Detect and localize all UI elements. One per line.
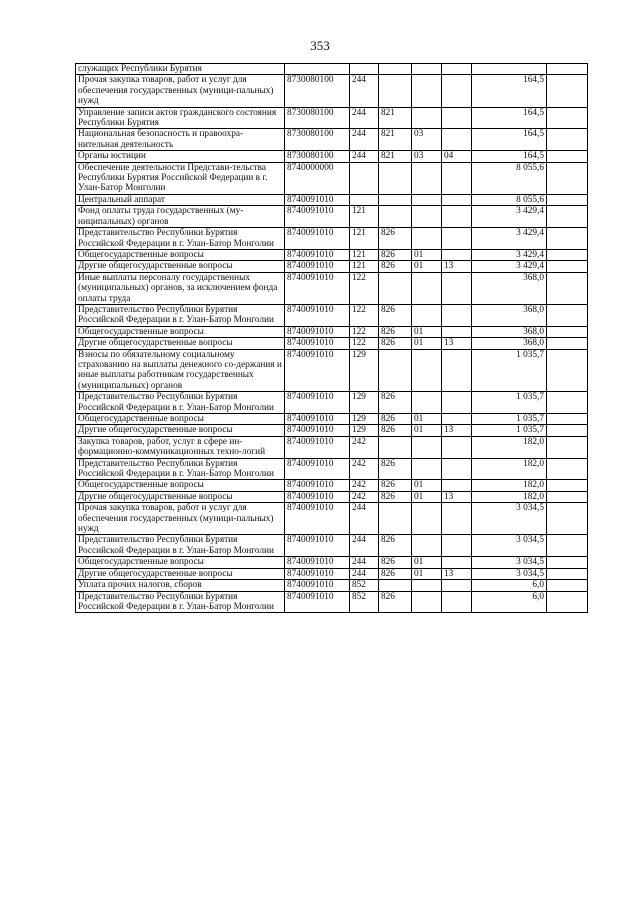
amount-cell: 8 055,6	[472, 162, 547, 194]
target-article-code-cell: 8730080100	[285, 129, 350, 151]
amount-cell: 1 035,7	[472, 392, 547, 414]
target-article-code-cell: 8740091010	[285, 425, 350, 436]
target-article-code-cell: 8740091010	[285, 580, 350, 591]
amount-cell: 368,0	[472, 304, 547, 326]
target-article-code-cell: 8740091010	[285, 458, 350, 480]
target-article-code-cell	[285, 64, 350, 75]
target-article-code-cell: 8740000000	[285, 162, 350, 194]
section-code-cell	[412, 535, 442, 557]
row-name-cell: Другие общегосударственные вопросы	[76, 568, 285, 579]
administrator-code-cell: 826	[379, 392, 412, 414]
empty-cell	[547, 228, 588, 250]
amount-cell: 164,5	[472, 129, 547, 151]
subsection-code-cell	[442, 557, 472, 568]
empty-cell	[547, 304, 588, 326]
row-name-cell: Прочая закупка товаров, работ и услуг для обеспечения государственных (муници-пальных) нужд	[76, 75, 285, 107]
empty-cell	[547, 568, 588, 579]
target-article-code-cell: 8740091010	[285, 206, 350, 228]
expense-type-code-cell	[350, 64, 379, 75]
administrator-code-cell: 826	[379, 535, 412, 557]
amount-cell: 368,0	[472, 326, 547, 337]
table-row	[76, 326, 588, 337]
table-row	[76, 591, 588, 613]
expense-type-code-cell: 852	[350, 591, 379, 613]
administrator-code-cell: 826	[379, 458, 412, 480]
administrator-code-cell: 826	[379, 568, 412, 579]
empty-cell	[547, 261, 588, 272]
section-code-cell	[412, 162, 442, 194]
table-row	[76, 425, 588, 436]
expense-type-code-cell: 244	[350, 129, 379, 151]
section-code-cell	[412, 206, 442, 228]
empty-cell	[547, 326, 588, 337]
subsection-code-cell	[442, 580, 472, 591]
target-article-code-cell: 8740091010	[285, 338, 350, 349]
empty-cell	[547, 194, 588, 205]
table-row	[76, 338, 588, 349]
section-code-cell: 01	[412, 557, 442, 568]
amount-cell: 1 035,7	[472, 425, 547, 436]
subsection-code-cell	[442, 535, 472, 557]
table-row	[76, 568, 588, 579]
expense-type-code-cell: 242	[350, 480, 379, 491]
amount-cell: 3 429,4	[472, 206, 547, 228]
table-row	[76, 228, 588, 250]
administrator-code-cell: 826	[379, 414, 412, 425]
expense-type-code-cell: 121	[350, 206, 379, 228]
table-row	[76, 349, 588, 392]
section-code-cell	[412, 591, 442, 613]
row-name-cell: Представительство Республики Бурятия Российской Федерации в г. Улан-Батор Монголии	[76, 535, 285, 557]
empty-cell	[547, 349, 588, 392]
administrator-code-cell: 826	[379, 557, 412, 568]
expense-type-code-cell: 129	[350, 414, 379, 425]
amount-cell: 3 429,4	[472, 261, 547, 272]
expense-type-code-cell: 122	[350, 304, 379, 326]
section-code-cell	[412, 392, 442, 414]
section-code-cell: 01	[412, 338, 442, 349]
target-article-code-cell: 8730080100	[285, 151, 350, 162]
table-row	[76, 151, 588, 162]
table-row	[76, 557, 588, 568]
table-row	[76, 491, 588, 502]
empty-cell	[547, 458, 588, 480]
amount-cell: 164,5	[472, 75, 547, 107]
amount-cell: 182,0	[472, 458, 547, 480]
target-article-code-cell: 8740091010	[285, 249, 350, 260]
amount-cell: 164,5	[472, 151, 547, 162]
empty-cell	[547, 151, 588, 162]
target-article-code-cell: 8740091010	[285, 349, 350, 392]
table-row	[76, 480, 588, 491]
table-row	[76, 162, 588, 194]
section-code-cell	[412, 272, 442, 304]
subsection-code-cell	[442, 64, 472, 75]
administrator-code-cell: 826	[379, 228, 412, 250]
row-name-cell: Центральный аппарат	[76, 194, 285, 205]
target-article-code-cell: 8740091010	[285, 194, 350, 205]
section-code-cell: 01	[412, 414, 442, 425]
row-name-cell: Прочая закупка товаров, работ и услуг для обеспечения государственных (муници-пальных) нужд	[76, 503, 285, 535]
administrator-code-cell	[379, 162, 412, 194]
row-name-cell: Другие общегосударственные вопросы	[76, 261, 285, 272]
row-name-cell: Представительство Республики Бурятия Российской Федерации в г. Улан-Батор Монголии	[76, 228, 285, 250]
table-row	[76, 503, 588, 535]
row-name-cell: Общегосударственные вопросы	[76, 557, 285, 568]
empty-cell	[547, 425, 588, 436]
amount-cell: 3 034,5	[472, 568, 547, 579]
table-row	[76, 107, 588, 129]
administrator-code-cell	[379, 580, 412, 591]
expense-type-code-cell: 244	[350, 535, 379, 557]
expense-type-code-cell: 244	[350, 503, 379, 535]
administrator-code-cell: 821	[379, 151, 412, 162]
target-article-code-cell: 8740091010	[285, 480, 350, 491]
expense-type-code-cell: 122	[350, 326, 379, 337]
empty-cell	[547, 491, 588, 502]
administrator-code-cell	[379, 206, 412, 228]
expense-type-code-cell: 129	[350, 392, 379, 414]
target-article-code-cell: 8740091010	[285, 535, 350, 557]
empty-cell	[547, 580, 588, 591]
section-code-cell: 01	[412, 480, 442, 491]
table-row	[76, 206, 588, 228]
empty-cell	[547, 129, 588, 151]
expense-type-code-cell: 122	[350, 338, 379, 349]
amount-cell: 3 034,5	[472, 535, 547, 557]
amount-cell: 182,0	[472, 436, 547, 458]
expense-type-code-cell	[350, 194, 379, 205]
subsection-code-cell: 04	[442, 151, 472, 162]
amount-cell: 3 034,5	[472, 557, 547, 568]
expense-type-code-cell: 244	[350, 151, 379, 162]
empty-cell	[547, 272, 588, 304]
subsection-code-cell	[442, 206, 472, 228]
row-name-cell: служащих Республики Бурятия	[76, 64, 285, 75]
empty-cell	[547, 206, 588, 228]
row-name-cell: Представительство Республики Бурятия Российской Федерации в г. Улан-Батор Монголии	[76, 591, 285, 613]
empty-cell	[547, 162, 588, 194]
amount-cell: 6,0	[472, 580, 547, 591]
administrator-code-cell: 826	[379, 491, 412, 502]
target-article-code-cell: 8740091010	[285, 491, 350, 502]
administrator-code-cell: 826	[379, 425, 412, 436]
table-row	[76, 436, 588, 458]
empty-cell	[547, 107, 588, 129]
target-article-code-cell: 8740091010	[285, 557, 350, 568]
row-name-cell: Общегосударственные вопросы	[76, 326, 285, 337]
subsection-code-cell	[442, 392, 472, 414]
target-article-code-cell: 8740091010	[285, 568, 350, 579]
expense-type-code-cell: 129	[350, 425, 379, 436]
expense-type-code-cell	[350, 162, 379, 194]
row-name-cell: Другие общегосударственные вопросы	[76, 425, 285, 436]
subsection-code-cell	[442, 349, 472, 392]
amount-cell: 368,0	[472, 338, 547, 349]
table-row	[76, 392, 588, 414]
row-name-cell: Общегосударственные вопросы	[76, 249, 285, 260]
table-row	[76, 414, 588, 425]
empty-cell	[547, 535, 588, 557]
amount-cell: 3 034,5	[472, 503, 547, 535]
section-code-cell	[412, 107, 442, 129]
expense-type-code-cell: 121	[350, 249, 379, 260]
row-name-cell: Представительство Республики Бурятия Российской Федерации в г. Улан-Батор Монголии	[76, 458, 285, 480]
administrator-code-cell	[379, 503, 412, 535]
administrator-code-cell	[379, 194, 412, 205]
subsection-code-cell	[442, 503, 472, 535]
section-code-cell: 01	[412, 491, 442, 502]
budget-table-body	[76, 64, 588, 613]
subsection-code-cell	[442, 75, 472, 107]
administrator-code-cell: 826	[379, 326, 412, 337]
administrator-code-cell: 821	[379, 129, 412, 151]
section-code-cell: 01	[412, 326, 442, 337]
expense-type-code-cell: 242	[350, 436, 379, 458]
table-row	[76, 75, 588, 107]
section-code-cell: 01	[412, 261, 442, 272]
row-name-cell: Управление записи актов гражданского состояния Республики Бурятия	[76, 107, 285, 129]
target-article-code-cell: 8740091010	[285, 261, 350, 272]
administrator-code-cell	[379, 272, 412, 304]
administrator-code-cell: 826	[379, 480, 412, 491]
section-code-cell: 03	[412, 129, 442, 151]
section-code-cell	[412, 503, 442, 535]
section-code-cell	[412, 436, 442, 458]
subsection-code-cell	[442, 304, 472, 326]
expense-type-code-cell: 244	[350, 557, 379, 568]
administrator-code-cell: 826	[379, 249, 412, 260]
expense-type-code-cell: 242	[350, 458, 379, 480]
amount-cell: 8 055,6	[472, 194, 547, 205]
row-name-cell: Фонд оплаты труда государственных (му-ниципальных) органов	[76, 206, 285, 228]
amount-cell: 182,0	[472, 480, 547, 491]
administrator-code-cell	[379, 64, 412, 75]
subsection-code-cell	[442, 129, 472, 151]
empty-cell	[547, 436, 588, 458]
subsection-code-cell	[442, 458, 472, 480]
table-row	[76, 272, 588, 304]
subsection-code-cell: 13	[442, 338, 472, 349]
administrator-code-cell	[379, 75, 412, 107]
section-code-cell	[412, 458, 442, 480]
administrator-code-cell: 821	[379, 107, 412, 129]
section-code-cell: 01	[412, 425, 442, 436]
empty-cell	[547, 414, 588, 425]
expense-type-code-cell: 121	[350, 261, 379, 272]
amount-cell: 3 429,4	[472, 228, 547, 250]
expense-type-code-cell: 244	[350, 568, 379, 579]
row-name-cell: Иные выплаты персоналу государственных (муниципальных) органов, за исключением фонда оплаты труда	[76, 272, 285, 304]
section-code-cell: 01	[412, 249, 442, 260]
expense-type-code-cell: 852	[350, 580, 379, 591]
administrator-code-cell: 826	[379, 304, 412, 326]
subsection-code-cell	[442, 436, 472, 458]
target-article-code-cell: 8740091010	[285, 591, 350, 613]
expense-type-code-cell: 242	[350, 491, 379, 502]
amount-cell: 3 429,4	[472, 249, 547, 260]
empty-cell	[547, 503, 588, 535]
subsection-code-cell	[442, 249, 472, 260]
row-name-cell: Уплата прочих налогов, сборов	[76, 580, 285, 591]
subsection-code-cell	[442, 107, 472, 129]
table-row	[76, 64, 588, 75]
administrator-code-cell: 826	[379, 261, 412, 272]
target-article-code-cell: 8740091010	[285, 436, 350, 458]
expense-type-code-cell: 121	[350, 228, 379, 250]
subsection-code-cell: 13	[442, 491, 472, 502]
section-code-cell	[412, 75, 442, 107]
row-name-cell: Представительство Республики Бурятия Российской Федерации в г. Улан-Батор Монголии	[76, 304, 285, 326]
subsection-code-cell: 13	[442, 568, 472, 579]
target-article-code-cell: 8730080100	[285, 75, 350, 107]
table-row	[76, 580, 588, 591]
section-code-cell	[412, 580, 442, 591]
row-name-cell: Другие общегосударственные вопросы	[76, 338, 285, 349]
budget-table	[75, 63, 588, 613]
administrator-code-cell: 826	[379, 338, 412, 349]
row-name-cell: Национальная безопасность и правоохра-нительная деятельность	[76, 129, 285, 151]
section-code-cell	[412, 194, 442, 205]
expense-type-code-cell: 244	[350, 75, 379, 107]
section-code-cell: 03	[412, 151, 442, 162]
page-number: 353	[310, 38, 330, 53]
empty-cell	[547, 64, 588, 75]
amount-cell: 368,0	[472, 272, 547, 304]
target-article-code-cell: 8740091010	[285, 414, 350, 425]
subsection-code-cell	[442, 194, 472, 205]
target-article-code-cell: 8740091010	[285, 228, 350, 250]
expense-type-code-cell: 122	[350, 272, 379, 304]
expense-type-code-cell: 129	[350, 349, 379, 392]
row-name-cell: Общегосударственные вопросы	[76, 414, 285, 425]
empty-cell	[547, 75, 588, 107]
target-article-code-cell: 8730080100	[285, 107, 350, 129]
amount-cell: 6,0	[472, 591, 547, 613]
amount-cell: 1 035,7	[472, 349, 547, 392]
section-code-cell: 01	[412, 568, 442, 579]
row-name-cell: Взносы по обязательному социальному страхованию на выплаты денежного со-держания и иные выплаты работникам государственных (муниципальных) органов	[76, 349, 285, 392]
subsection-code-cell	[442, 162, 472, 194]
row-name-cell: Обеспечение деятельности Представи-тельства Республики Бурятия Российской Федерации в г. Улан-Батор Монголии	[76, 162, 285, 194]
row-name-cell: Органы юстиции	[76, 151, 285, 162]
table-row	[76, 249, 588, 260]
administrator-code-cell	[379, 349, 412, 392]
subsection-code-cell	[442, 414, 472, 425]
empty-cell	[547, 392, 588, 414]
row-name-cell: Закупка товаров, работ, услуг в сфере ин-формационно-коммуникационных техно-логий	[76, 436, 285, 458]
target-article-code-cell: 8740091010	[285, 503, 350, 535]
empty-cell	[547, 557, 588, 568]
subsection-code-cell	[442, 480, 472, 491]
target-article-code-cell: 8740091010	[285, 304, 350, 326]
empty-cell	[547, 591, 588, 613]
table-row	[76, 194, 588, 205]
subsection-code-cell	[442, 591, 472, 613]
subsection-code-cell	[442, 228, 472, 250]
subsection-code-cell: 13	[442, 261, 472, 272]
empty-cell	[547, 480, 588, 491]
table-row	[76, 458, 588, 480]
subsection-code-cell	[442, 326, 472, 337]
row-name-cell: Другие общегосударственные вопросы	[76, 491, 285, 502]
amount-cell: 1 035,7	[472, 414, 547, 425]
amount-cell: 182,0	[472, 491, 547, 502]
subsection-code-cell	[442, 272, 472, 304]
amount-cell	[472, 64, 547, 75]
row-name-cell: Общегосударственные вопросы	[76, 480, 285, 491]
amount-cell: 164,5	[472, 107, 547, 129]
expense-type-code-cell: 244	[350, 107, 379, 129]
section-code-cell	[412, 304, 442, 326]
empty-cell	[547, 249, 588, 260]
table-row	[76, 535, 588, 557]
target-article-code-cell: 8740091010	[285, 326, 350, 337]
administrator-code-cell	[379, 436, 412, 458]
row-name-cell: Представительство Республики Бурятия Российской Федерации в г. Улан-Батор Монголии	[76, 392, 285, 414]
target-article-code-cell: 8740091010	[285, 272, 350, 304]
section-code-cell	[412, 228, 442, 250]
section-code-cell	[412, 349, 442, 392]
table-row	[76, 261, 588, 272]
subsection-code-cell: 13	[442, 425, 472, 436]
table-row	[76, 129, 588, 151]
target-article-code-cell: 8740091010	[285, 392, 350, 414]
table-row	[76, 304, 588, 326]
administrator-code-cell: 826	[379, 591, 412, 613]
section-code-cell	[412, 64, 442, 75]
empty-cell	[547, 338, 588, 349]
